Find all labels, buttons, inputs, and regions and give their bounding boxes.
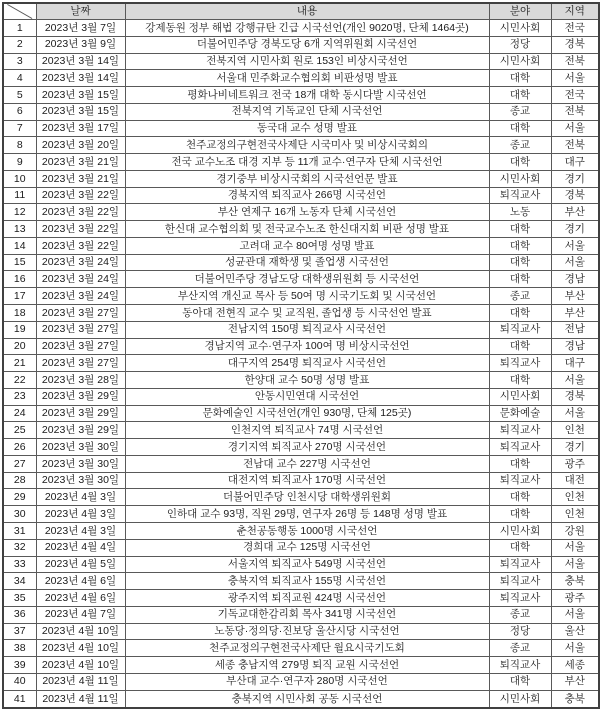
table-row [3, 388, 599, 405]
table-row [3, 673, 599, 690]
row-number-cell: 7 [3, 120, 36, 137]
date-cell: 2023년 3월 29일 [36, 388, 125, 405]
table-row [3, 556, 599, 573]
content-cell: 서울지역 퇴직교사 549명 시국선언 [125, 556, 489, 573]
date-cell: 2023년 3월 14일 [36, 53, 125, 70]
content-cell: 천주교정의구현전국사제단 월요시국기도회 [125, 640, 489, 657]
table-row [3, 405, 599, 422]
table-row [3, 657, 599, 674]
header-field: 분야 [489, 3, 551, 20]
date-cell: 2023년 4월 3일 [36, 506, 125, 523]
date-cell: 2023년 3월 28일 [36, 372, 125, 389]
table-row [3, 606, 599, 623]
field-cell: 문화예술 [489, 405, 551, 422]
content-cell: 경남지역 교수·연구자 100여 명 비상시국선언 [125, 338, 489, 355]
region-cell: 부산 [551, 288, 599, 305]
content-cell: 전남지역 150명 퇴직교사 시국선언 [125, 321, 489, 338]
date-cell: 2023년 4월 11일 [36, 673, 125, 690]
row-number-cell: 13 [3, 221, 36, 238]
table-row [3, 690, 599, 708]
date-cell: 2023년 3월 27일 [36, 321, 125, 338]
date-cell: 2023년 4월 6일 [36, 590, 125, 607]
date-cell: 2023년 3월 30일 [36, 472, 125, 489]
field-cell: 퇴직교사 [489, 590, 551, 607]
field-cell: 노동 [489, 204, 551, 221]
content-cell: 전남대 교수 227명 시국선언 [125, 455, 489, 472]
field-cell: 종교 [489, 103, 551, 120]
region-cell: 충북 [551, 690, 599, 708]
content-cell: 안동시민연대 시국선언 [125, 388, 489, 405]
region-cell: 서울 [551, 556, 599, 573]
field-cell: 대학 [489, 539, 551, 556]
content-cell: 강제동원 정부 해법 강행규탄 긴급 시국선언(개인 9020명, 단체 1464곳) [125, 20, 489, 37]
region-cell: 광주 [551, 590, 599, 607]
region-cell: 부산 [551, 673, 599, 690]
content-cell: 천주교정의구현전국사제단 시국미사 및 비상시국회의 [125, 137, 489, 154]
content-cell: 인천지역 퇴직교사 74명 시국선언 [125, 422, 489, 439]
region-cell: 서울 [551, 606, 599, 623]
field-cell: 대학 [489, 154, 551, 171]
content-cell: 더불어민주당 인천시당 대학생위원회 [125, 489, 489, 506]
field-cell: 대학 [489, 70, 551, 87]
date-cell: 2023년 4월 4일 [36, 539, 125, 556]
content-cell: 기독교대한감리회 목사 341명 시국선언 [125, 606, 489, 623]
table-row [3, 154, 599, 171]
field-cell: 퇴직교사 [489, 657, 551, 674]
field-cell: 대학 [489, 120, 551, 137]
region-cell: 서울 [551, 254, 599, 271]
field-cell: 대학 [489, 221, 551, 238]
row-number-cell: 22 [3, 372, 36, 389]
field-cell: 대학 [489, 338, 551, 355]
row-number-cell: 3 [3, 53, 36, 70]
content-cell: 한양대 교수 50명 성명 발표 [125, 372, 489, 389]
date-cell: 2023년 3월 9일 [36, 36, 125, 53]
region-cell: 대전 [551, 472, 599, 489]
table-header [3, 3, 599, 20]
table-row [3, 355, 599, 372]
date-cell: 2023년 3월 7일 [36, 20, 125, 37]
row-number-cell: 30 [3, 506, 36, 523]
date-cell: 2023년 4월 10일 [36, 623, 125, 640]
region-cell: 경남 [551, 271, 599, 288]
table-row [3, 623, 599, 640]
region-cell: 전북 [551, 137, 599, 154]
row-number-cell: 5 [3, 87, 36, 104]
date-cell: 2023년 3월 29일 [36, 405, 125, 422]
region-cell: 전국 [551, 20, 599, 37]
field-cell: 퇴직교사 [489, 573, 551, 590]
date-cell: 2023년 3월 27일 [36, 338, 125, 355]
field-cell: 대학 [489, 271, 551, 288]
date-cell: 2023년 4월 7일 [36, 606, 125, 623]
content-cell: 경북지역 퇴직교사 266명 시국선언 [125, 187, 489, 204]
date-cell: 2023년 4월 6일 [36, 573, 125, 590]
date-cell: 2023년 3월 22일 [36, 221, 125, 238]
table-row [3, 187, 599, 204]
region-cell: 경북 [551, 36, 599, 53]
region-cell: 서울 [551, 405, 599, 422]
table-row [3, 372, 599, 389]
field-cell: 대학 [489, 455, 551, 472]
content-cell: 노동당·정의당·진보당 울산시당 시국선언 [125, 623, 489, 640]
row-number-cell: 27 [3, 455, 36, 472]
region-cell: 전북 [551, 53, 599, 70]
content-cell: 경기중부 비상시국회의 시국선언문 발표 [125, 170, 489, 187]
table-row [3, 221, 599, 238]
header-region: 지역 [551, 3, 599, 20]
region-cell: 경북 [551, 388, 599, 405]
declaration-table-container [2, 2, 600, 709]
field-cell: 대학 [489, 372, 551, 389]
table-row [3, 590, 599, 607]
row-number-cell: 28 [3, 472, 36, 489]
row-number-cell: 19 [3, 321, 36, 338]
field-cell: 퇴직교사 [489, 355, 551, 372]
table-row [3, 137, 599, 154]
field-cell: 대학 [489, 305, 551, 322]
row-number-cell: 35 [3, 590, 36, 607]
region-cell: 경기 [551, 221, 599, 238]
row-number-cell: 16 [3, 271, 36, 288]
region-cell: 서울 [551, 640, 599, 657]
row-number-cell: 23 [3, 388, 36, 405]
table-row [3, 506, 599, 523]
table-row [3, 204, 599, 221]
field-cell: 정당 [489, 623, 551, 640]
date-cell: 2023년 4월 10일 [36, 657, 125, 674]
region-cell: 경북 [551, 187, 599, 204]
declaration-table [2, 2, 600, 709]
date-cell: 2023년 4월 11일 [36, 690, 125, 708]
field-cell: 대학 [489, 673, 551, 690]
content-cell: 더불어민주당 경남도당 대학생위원회 등 시국선언 [125, 271, 489, 288]
region-cell: 서울 [551, 120, 599, 137]
region-cell: 서울 [551, 70, 599, 87]
region-cell: 서울 [551, 539, 599, 556]
row-number-cell: 26 [3, 439, 36, 456]
content-cell: 대전지역 퇴직교사 170명 시국선언 [125, 472, 489, 489]
region-cell: 대구 [551, 355, 599, 372]
date-cell: 2023년 3월 30일 [36, 439, 125, 456]
region-cell: 전북 [551, 103, 599, 120]
date-cell: 2023년 3월 24일 [36, 271, 125, 288]
field-cell: 종교 [489, 288, 551, 305]
table-row [3, 36, 599, 53]
date-cell: 2023년 3월 15일 [36, 87, 125, 104]
date-cell: 2023년 3월 22일 [36, 237, 125, 254]
row-number-cell: 2 [3, 36, 36, 53]
table-row [3, 455, 599, 472]
row-number-cell: 24 [3, 405, 36, 422]
region-cell: 전국 [551, 87, 599, 104]
row-number-cell: 34 [3, 573, 36, 590]
row-number-cell: 4 [3, 70, 36, 87]
content-cell: 동아대 전현직 교수 및 교직원, 졸업생 등 시국선언 발표 [125, 305, 489, 322]
table-row [3, 120, 599, 137]
content-cell: 충북지역 퇴직교사 155명 시국선언 [125, 573, 489, 590]
row-number-cell: 10 [3, 170, 36, 187]
field-cell: 시민사회 [489, 522, 551, 539]
content-cell: 충북지역 시민사회 공동 시국선언 [125, 690, 489, 708]
table-row [3, 53, 599, 70]
header-date: 날짜 [36, 3, 125, 20]
row-number-cell: 17 [3, 288, 36, 305]
field-cell: 퇴직교사 [489, 187, 551, 204]
content-cell: 세종 충남지역 279명 퇴직 교원 시국선언 [125, 657, 489, 674]
date-cell: 2023년 3월 14일 [36, 70, 125, 87]
table-row [3, 321, 599, 338]
table-row [3, 640, 599, 657]
date-cell: 2023년 3월 22일 [36, 187, 125, 204]
table-row [3, 70, 599, 87]
field-cell: 시민사회 [489, 20, 551, 37]
content-cell: 부산지역 개신교 목사 등 50여 명 시국기도회 및 시국선언 [125, 288, 489, 305]
field-cell: 정당 [489, 36, 551, 53]
header-content: 내용 [125, 3, 489, 20]
region-cell: 경기 [551, 439, 599, 456]
table-row [3, 472, 599, 489]
row-number-cell: 9 [3, 154, 36, 171]
field-cell: 퇴직교사 [489, 472, 551, 489]
content-cell: 성균관대 재학생 및 졸업생 시국선언 [125, 254, 489, 271]
table-row [3, 439, 599, 456]
content-cell: 춘천공동행동 1000명 시국선언 [125, 522, 489, 539]
row-number-cell: 11 [3, 187, 36, 204]
region-cell: 세종 [551, 657, 599, 674]
region-cell: 충북 [551, 573, 599, 590]
field-cell: 시민사회 [489, 690, 551, 708]
table-row [3, 170, 599, 187]
field-cell: 종교 [489, 640, 551, 657]
date-cell: 2023년 4월 10일 [36, 640, 125, 657]
table-row [3, 338, 599, 355]
region-cell: 부산 [551, 204, 599, 221]
table-row [3, 573, 599, 590]
region-cell: 광주 [551, 455, 599, 472]
date-cell: 2023년 3월 21일 [36, 154, 125, 171]
table-row [3, 422, 599, 439]
field-cell: 대학 [489, 254, 551, 271]
field-cell: 시민사회 [489, 53, 551, 70]
field-cell: 퇴직교사 [489, 422, 551, 439]
date-cell: 2023년 3월 24일 [36, 288, 125, 305]
region-cell: 인천 [551, 422, 599, 439]
region-cell: 경남 [551, 338, 599, 355]
content-cell: 더불어민주당 경북도당 6개 지역위원회 시국선언 [125, 36, 489, 53]
row-number-cell: 33 [3, 556, 36, 573]
field-cell: 대학 [489, 87, 551, 104]
field-cell: 시민사회 [489, 388, 551, 405]
row-number-cell: 41 [3, 690, 36, 708]
content-cell: 전북지역 시민사회 원로 153인 비상시국선언 [125, 53, 489, 70]
row-number-cell: 37 [3, 623, 36, 640]
table-row [3, 522, 599, 539]
content-cell: 대구지역 254명 퇴직교사 시국선언 [125, 355, 489, 372]
date-cell: 2023년 3월 20일 [36, 137, 125, 154]
row-number-cell: 8 [3, 137, 36, 154]
content-cell: 평화나비네트워크 전국 18개 대학 동시다발 시국선언 [125, 87, 489, 104]
row-number-cell: 6 [3, 103, 36, 120]
field-cell: 종교 [489, 606, 551, 623]
date-cell: 2023년 3월 30일 [36, 455, 125, 472]
date-cell: 2023년 3월 21일 [36, 170, 125, 187]
content-cell: 문화예술인 시국선언(개인 930명, 단체 125곳) [125, 405, 489, 422]
diagonal-line-icon [7, 4, 33, 19]
date-cell: 2023년 3월 22일 [36, 204, 125, 221]
content-cell: 전북지역 기독교인 단체 시국선언 [125, 103, 489, 120]
date-cell: 2023년 4월 5일 [36, 556, 125, 573]
table-row [3, 305, 599, 322]
table-row [3, 489, 599, 506]
field-cell: 대학 [489, 237, 551, 254]
header-row [3, 3, 599, 20]
row-number-cell: 31 [3, 522, 36, 539]
date-cell: 2023년 3월 29일 [36, 422, 125, 439]
content-cell: 인하대 교수 93명, 직원 29명, 연구자 26명 등 148명 성명 발표 [125, 506, 489, 523]
region-cell: 경기 [551, 170, 599, 187]
row-number-cell: 21 [3, 355, 36, 372]
field-cell: 퇴직교사 [489, 556, 551, 573]
field-cell: 퇴직교사 [489, 321, 551, 338]
table-row [3, 288, 599, 305]
content-cell: 한신대 교수협의회 및 전국교수노조 한신대지회 비판 성명 발표 [125, 221, 489, 238]
row-number-cell: 29 [3, 489, 36, 506]
region-cell: 대구 [551, 154, 599, 171]
content-cell: 광주지역 퇴직교원 424명 시국선언 [125, 590, 489, 607]
region-cell: 서울 [551, 372, 599, 389]
table-row [3, 271, 599, 288]
content-cell: 전국 교수노조 대경 지부 등 11개 교수·연구자 단체 시국선언 [125, 154, 489, 171]
field-cell: 대학 [489, 489, 551, 506]
field-cell: 대학 [489, 506, 551, 523]
row-number-cell: 32 [3, 539, 36, 556]
date-cell: 2023년 4월 3일 [36, 522, 125, 539]
table-row [3, 237, 599, 254]
content-cell: 부산대 교수·연구자 280명 시국선언 [125, 673, 489, 690]
corner-diagonal-cell [3, 3, 36, 20]
table-row [3, 87, 599, 104]
row-number-cell: 39 [3, 657, 36, 674]
content-cell: 경기지역 퇴직교사 270명 시국선언 [125, 439, 489, 456]
row-number-cell: 15 [3, 254, 36, 271]
date-cell: 2023년 3월 24일 [36, 254, 125, 271]
row-number-cell: 18 [3, 305, 36, 322]
date-cell: 2023년 3월 17일 [36, 120, 125, 137]
row-number-cell: 36 [3, 606, 36, 623]
region-cell: 강원 [551, 522, 599, 539]
table-row [3, 254, 599, 271]
table-row [3, 539, 599, 556]
table-row [3, 20, 599, 37]
region-cell: 인천 [551, 489, 599, 506]
date-cell: 2023년 4월 3일 [36, 489, 125, 506]
region-cell: 서울 [551, 237, 599, 254]
region-cell: 전남 [551, 321, 599, 338]
region-cell: 인천 [551, 506, 599, 523]
content-cell: 고려대 교수 80여명 성명 발표 [125, 237, 489, 254]
table-row [3, 103, 599, 120]
row-number-cell: 38 [3, 640, 36, 657]
date-cell: 2023년 3월 15일 [36, 103, 125, 120]
row-number-cell: 20 [3, 338, 36, 355]
field-cell: 종교 [489, 137, 551, 154]
content-cell: 경희대 교수 125명 시국선언 [125, 539, 489, 556]
content-cell: 부산 연제구 16개 노동자 단체 시국선언 [125, 204, 489, 221]
table-body [3, 20, 599, 709]
row-number-cell: 12 [3, 204, 36, 221]
content-cell: 서울대 민주화교수협의회 비판성명 발표 [125, 70, 489, 87]
field-cell: 퇴직교사 [489, 439, 551, 456]
row-number-cell: 1 [3, 20, 36, 37]
date-cell: 2023년 3월 27일 [36, 305, 125, 322]
region-cell: 부산 [551, 305, 599, 322]
row-number-cell: 14 [3, 237, 36, 254]
row-number-cell: 25 [3, 422, 36, 439]
content-cell: 동국대 교수 성명 발표 [125, 120, 489, 137]
row-number-cell: 40 [3, 673, 36, 690]
date-cell: 2023년 3월 27일 [36, 355, 125, 372]
region-cell: 울산 [551, 623, 599, 640]
field-cell: 시민사회 [489, 170, 551, 187]
